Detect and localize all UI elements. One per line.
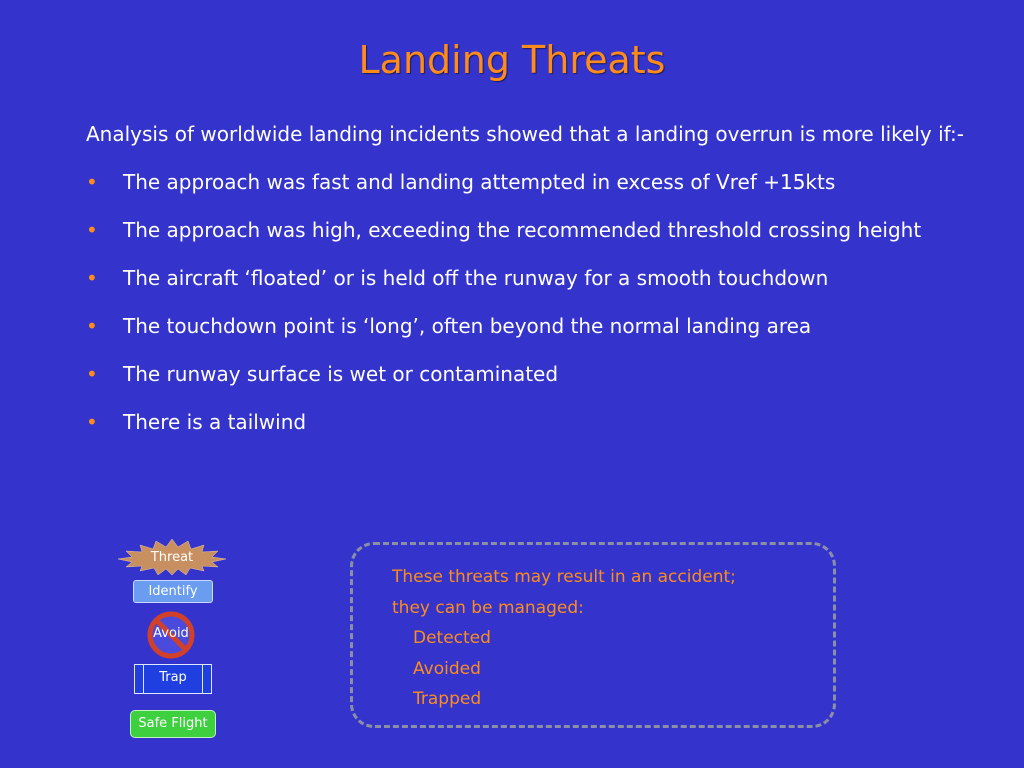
- identify-node: Identify: [133, 580, 213, 603]
- bullet-text: The runway surface is wet or contaminated: [123, 362, 559, 386]
- bullet-icon: •: [86, 314, 98, 338]
- bullet-icon: •: [86, 362, 98, 386]
- callout-item: Detected: [413, 628, 491, 648]
- callout-text: [392, 562, 736, 715]
- callout-line-1: These threats may result in an accident;: [392, 567, 736, 587]
- bullet-item: [86, 165, 966, 199]
- slide-body: [86, 117, 966, 453]
- bullet-icon: •: [86, 170, 98, 194]
- threat-label: Threat: [150, 549, 194, 565]
- avoid-node: [146, 610, 196, 660]
- bullet-icon: •: [86, 218, 98, 242]
- bullet-item: [86, 357, 966, 391]
- threat-node: [118, 539, 226, 575]
- bullet-text: The approach was fast and landing attempted in excess of Vref +15kts: [123, 170, 836, 194]
- slide-title: Landing Threats: [358, 38, 666, 82]
- bullet-text: The aircraft ‘floated’ or is held off the runway for a smooth touchdown: [123, 266, 829, 290]
- bullet-item: [86, 261, 966, 295]
- trap-label: Trap: [159, 670, 187, 685]
- bullet-text: The touchdown point is ‘long’, often beyond the normal landing area: [123, 314, 812, 338]
- avoid-label: Avoid: [153, 626, 189, 641]
- bullet-icon: •: [86, 410, 98, 434]
- bullet-item: [86, 405, 966, 439]
- callout-line-2: they can be managed:: [392, 597, 584, 618]
- safe-flight-node: Safe Flight: [130, 710, 216, 738]
- bullet-item: [86, 213, 966, 247]
- intro-paragraph: Analysis of worldwide landing incidents showed that a landing overrun is more likely if:-: [86, 122, 964, 146]
- bullet-text: The approach was high, exceeding the recommended threshold crossing height: [123, 218, 922, 242]
- bullet-text: There is a tailwind: [123, 410, 307, 434]
- callout-item: Trapped: [413, 689, 482, 709]
- bullet-icon: •: [86, 266, 98, 290]
- trap-node: [134, 664, 212, 694]
- callout-item: Avoided: [413, 658, 481, 679]
- bullet-item: [86, 309, 966, 343]
